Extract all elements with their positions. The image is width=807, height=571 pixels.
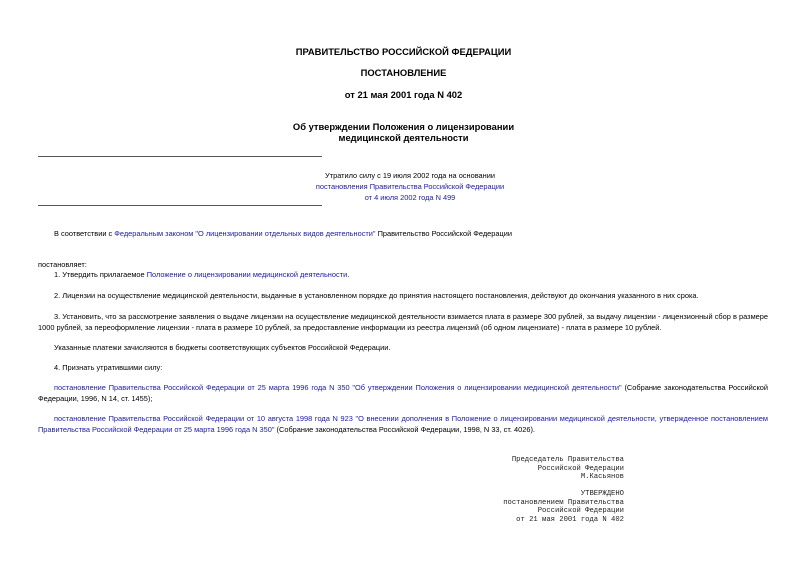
repealed-act-1-suffix: (Собрание законодательства Российской Федерации, 1996, N 14, ст. 1455); — [38, 383, 768, 403]
item-2: 2. Лицензии на осуществление медицинской деятельности, выданные в установленном порядке до принятия настоящего постановления, действуют до окончания указанного в них срока. — [54, 291, 699, 300]
signature-block — [512, 456, 624, 482]
document-title-line2: медицинской деятельности — [338, 132, 469, 143]
federal-law-link[interactable]: Федеральным законом "О лицензировании отдельных видов деятельности" — [114, 229, 376, 238]
item-4: 4. Признать утратившими силу: — [54, 363, 163, 372]
document-title-line1: Об утверждении Положения о лицензировании — [292, 121, 515, 132]
repealed-act-2 — [38, 413, 768, 435]
document-date-number: от 21 мая 2001 года N 402 — [344, 89, 463, 100]
approval-line1: УТВЕРЖДЕНО — [580, 490, 624, 498]
divider-top — [38, 156, 322, 157]
item-3: 3. Установить, что за рассмотрение заявления о выдаче лицензии на осуществление медицинской деятельности взимается плата в размере 300 рублей, за выдачу лицензии - лицензионный сбор в размере 1000 рублей, за переоформление лицензии - плата в размере 10 рублей, за предоставление информации из реестра лицензий (об одном лицензиате) - плата в размере 10 рублей. — [38, 312, 768, 332]
item-1-suffix: . — [347, 270, 350, 279]
approval-line2: постановлением Правительства — [503, 498, 624, 507]
approval-line4: от 21 мая 2001 года N 402 — [516, 515, 624, 524]
repealed-act-1 — [38, 382, 768, 404]
preamble-prefix: В соответствии с — [54, 229, 115, 238]
divider-bottom — [38, 205, 322, 206]
document-type: ПОСТАНОВЛЕНИЕ — [360, 67, 447, 78]
signature-line3: М.Касьянов — [580, 473, 624, 482]
repealed-act-1-link[interactable]: постановление Правительства Российской Федерации от 25 марта 1996 года N 350 "Об утверждении Положения о лицензировании медицинской деятельности" — [54, 383, 622, 392]
item-1 — [38, 269, 768, 280]
item-3-note: Указанные платежи зачисляются в бюджеты соответствующих субъектов Российской Федерации. — [54, 343, 391, 352]
repealed-act-2-link[interactable]: постановление Правительства Российской Федерации от 10 августа 1998 года N 923 "О внесении дополнения в Положение о лицензировании медицинской деятельности, утвержденное постановлением Правительства Российской Федерации от 25 марта 1996 года N 350" — [38, 414, 768, 434]
regulation-link[interactable]: Положение о лицензировании медицинской деятельности — [146, 270, 348, 279]
resolves-text: постановляет: — [38, 260, 87, 269]
preamble — [38, 228, 768, 239]
approval-block — [503, 490, 624, 524]
government-heading: ПРАВИТЕЛЬСТВО РОССИЙСКОЙ ФЕДЕРАЦИИ — [295, 46, 512, 57]
preamble-suffix: Правительство Российской Федерации — [375, 229, 512, 238]
item-1-prefix: 1. Утвердить прилагаемое — [54, 270, 147, 279]
approval-line3: Российской Федерации — [537, 507, 624, 516]
repealed-act-2-suffix: (Собрание законодательства Российской Федерации, 1998, N 33, ст. 4026). — [274, 425, 535, 434]
validity-note-text: Утратило силу с 19 июля 2002 года на основании — [325, 171, 495, 180]
repealing-act-link-line2[interactable]: от 4 июля 2002 года N 499 — [364, 193, 456, 202]
repealing-act-link-line1[interactable]: постановления Правительства Российской Федерации — [315, 182, 505, 191]
repealing-act-link[interactable] — [300, 181, 520, 203]
signature-line2: Российской Федерации — [537, 464, 624, 473]
signature-line1: Председатель Правительства — [511, 456, 624, 464]
